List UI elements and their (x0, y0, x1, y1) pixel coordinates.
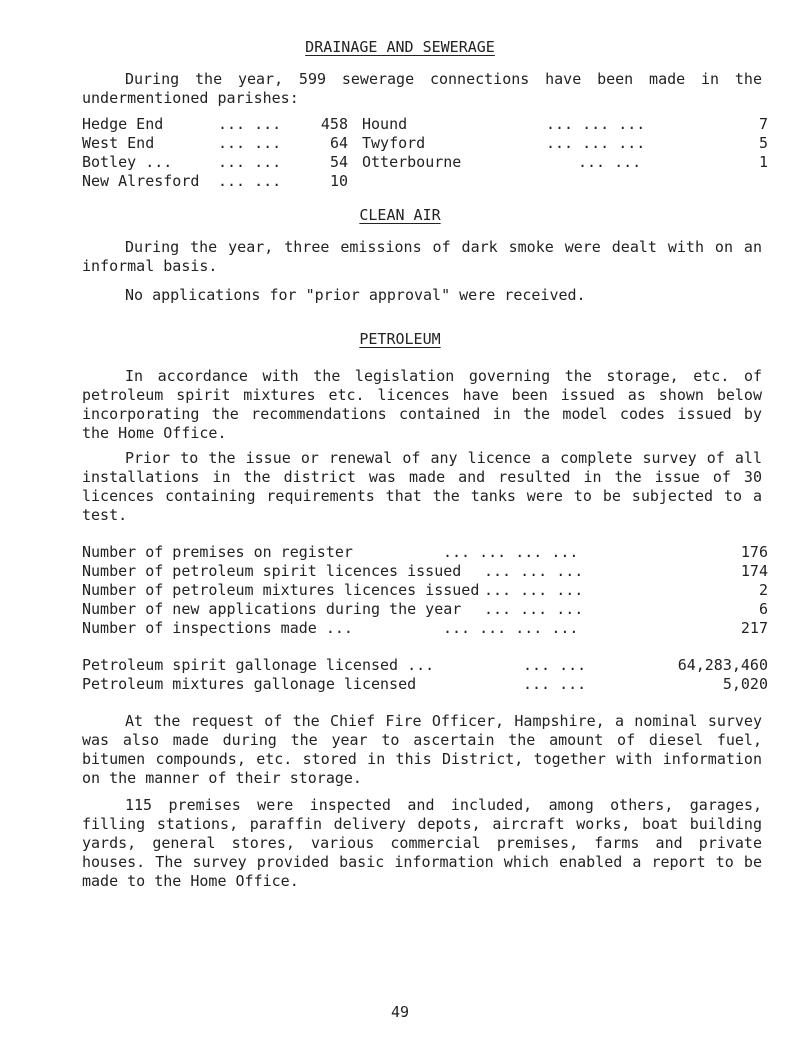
parish-count: 10 (329, 172, 348, 190)
stat-value: 176 (740, 543, 768, 561)
drainage-heading: DRAINAGE AND SEWERAGE (305, 38, 495, 56)
petroleum-para-1: In accordance with the legislation governing the storage, etc. of petroleum spirit mixtures etc. licences have been issued as shown below incorporating the recommendations contained in the model codes issued by the Home Office. (82, 367, 762, 442)
petroleum-para-2: Prior to the issue or renewal of any licence a complete survey of all installations in the district was made and resulted in the issue of 30 licences containing requirements that the tanks were to be subjected to a test. (82, 449, 762, 524)
stat-value: 174 (740, 562, 768, 580)
parish-name: Botley ... (82, 153, 173, 171)
stat-value: 217 (740, 619, 768, 637)
parish-name: Hound (362, 115, 408, 133)
stat-value: 64,283,460 (677, 656, 768, 674)
clean-air-para-2: No applications for "prior approval" were received. (125, 286, 586, 304)
leader-dots: ... ... ... (484, 562, 584, 580)
leader-dots: ... ... (218, 115, 282, 133)
stat-label: Petroleum mixtures gallonage licensed (82, 675, 417, 693)
parish-count: 5 (758, 134, 768, 152)
parish-count: 7 (758, 115, 768, 133)
clean-air-para-1: During the year, three emissions of dark smoke were dealt with on an informal basis. (82, 238, 762, 275)
stat-label: Number of premises on register (82, 543, 353, 561)
leader-dots: ... ... ... ... (443, 619, 579, 637)
petroleum-para-3: At the request of the Chief Fire Officer, Hampshire, a nominal survey was also made during the year to ascertain the amount of diesel fuel, bitumen compounds, etc. stored in this District, together with information on the manner of their storage. (82, 712, 762, 787)
parish-name: Otterbourne (362, 153, 462, 171)
stat-label: Number of petroleum spirit licences issued (82, 562, 462, 580)
leader-dots: ... ... ... ... (443, 543, 579, 561)
parish-name: Hedge End (82, 115, 164, 133)
leader-dots: ... ... ... (546, 134, 646, 152)
leader-dots: ... ... (578, 153, 642, 171)
page-number: 49 (390, 1003, 410, 1021)
stat-value: 2 (758, 581, 768, 599)
stat-label: Petroleum spirit gallonage licensed ... (82, 656, 435, 674)
leader-dots: ... ... (218, 153, 282, 171)
leader-dots: ... ... (523, 675, 587, 693)
leader-dots: ... ... (218, 134, 282, 152)
parish-count: 54 (329, 153, 348, 171)
drainage-intro: During the year, 599 sewerage connections have been made in the undermentioned parishes: (82, 70, 762, 107)
stat-label: Number of petroleum mixtures licences issued (82, 581, 480, 599)
leader-dots: ... ... ... (546, 115, 646, 133)
parish-name: Twyford (362, 134, 426, 152)
leader-dots: ... ... ... (484, 581, 584, 599)
leader-dots: ... ... (523, 656, 587, 674)
parish-count: 1 (758, 153, 768, 171)
parish-count: 458 (320, 115, 348, 133)
stat-value: 6 (758, 600, 768, 618)
petroleum-para-4: 115 premises were inspected and included, among others, garages, filling stations, paraffin delivery depots, aircraft works, boat building yards, general stores, various commercial premises, farms and private houses. The survey provided basic information which enabled a report to be made to the Home Office. (82, 796, 762, 890)
clean-air-heading: CLEAN AIR (359, 206, 441, 224)
stat-value: 5,020 (722, 675, 768, 693)
leader-dots: ... ... ... (484, 600, 584, 618)
leader-dots: ... ... (218, 172, 282, 190)
stat-label: Number of new applications during the year (82, 600, 462, 618)
parish-name: West End (82, 134, 155, 152)
petroleum-heading: PETROLEUM (359, 330, 441, 348)
parish-count: 64 (329, 134, 348, 152)
stat-label: Number of inspections made ... (82, 619, 353, 637)
parish-name: New Alresford (82, 172, 200, 190)
